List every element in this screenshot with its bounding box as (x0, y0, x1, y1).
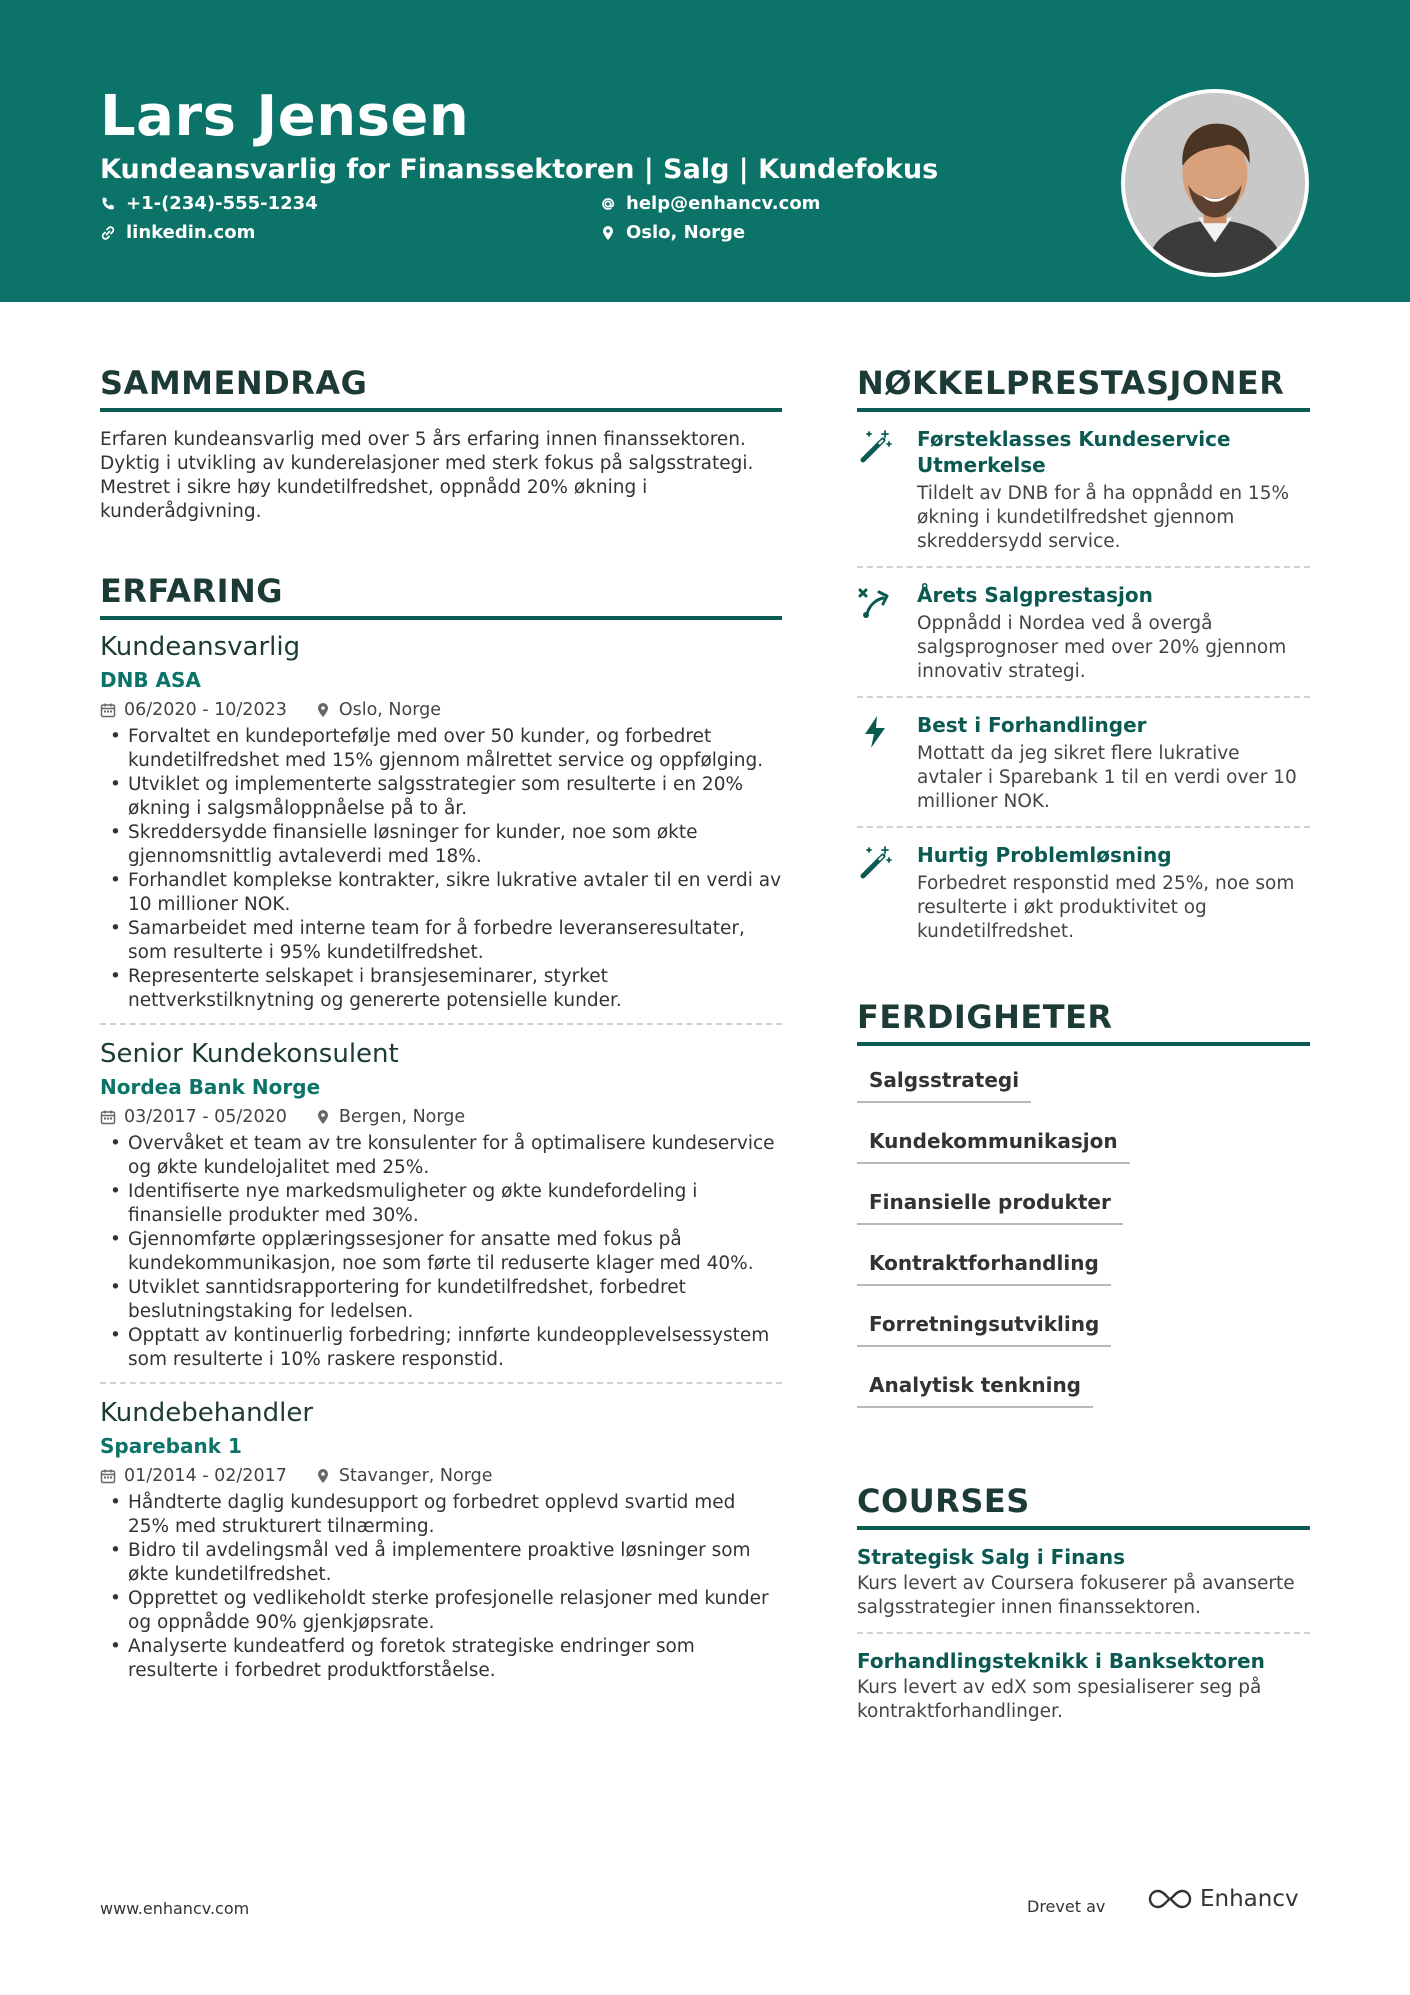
job-bullet: • Overvåket et team av tre konsulenter for å optimalisere kundeservice og økte kundelojalitet med 25%. (100, 1132, 782, 1180)
email-text: help@enhancv.com (626, 193, 821, 214)
course-title: Forhandlingsteknikk i Banksektoren (857, 1649, 1265, 1673)
job-company: DNB ASA (100, 668, 201, 692)
at-icon (600, 196, 616, 212)
magic-wand-icon (857, 844, 893, 880)
summary-section (100, 362, 782, 524)
job-title: Senior Kundekonsulent (100, 1039, 399, 1069)
candidate-headline: Kundeansvarlig for Finanssektoren | Salg | Kundefokus (100, 154, 939, 185)
job-company: Sparebank 1 (100, 1434, 242, 1458)
job-bullet: • Utviklet sanntidsrapportering for kundetilfredshet, forbedret beslutningstaking for ledelsen. (100, 1276, 782, 1324)
job-dates-text: 01/2014 - 02/2017 (124, 1466, 287, 1486)
link-icon (100, 225, 116, 241)
profile-photo (1121, 89, 1309, 277)
skill-tag: Kundekommunikasjon (857, 1121, 1130, 1164)
job-bullet: • Forhandlet komplekse kontrakter, sikre lukrative avtaler til en verdi av 10 millioner NOK. (100, 869, 782, 917)
location-pin-icon (315, 1109, 331, 1125)
job-location-text: Stavanger, Norge (338, 1466, 493, 1486)
location-pin-icon (315, 702, 331, 718)
job-bullet: • Utviklet og implementerte salgsstrategier som resulterte i en 20% økning i salgsmåloppnåelse på to år. (100, 773, 782, 821)
achievement-desc: Mottatt da jeg sikret flere lukrative avtaler i Sparebank 1 til en verdi over 10 millioner NOK. (917, 743, 1297, 812)
calendar-icon (100, 1468, 116, 1484)
calendar-icon (100, 702, 116, 718)
skills-heading: FERDIGHETER (857, 996, 1310, 1046)
achievement-title: Hurtig Problemløsning (917, 843, 1172, 867)
location-pin-icon (315, 1468, 331, 1484)
contact-location (600, 221, 745, 245)
job-bullets (100, 1491, 782, 1683)
skill-tag: Finansielle produkter (857, 1182, 1123, 1225)
job-bullet: • Samarbeidet med interne team for å forbedre leveranseresultater, som resulterte i 95% kundetilfredshet. (100, 917, 782, 965)
candidate-name: Lars Jensen (100, 84, 470, 149)
experience-heading: ERFARING (100, 570, 782, 620)
skills-section (857, 996, 1310, 1426)
job-dates (100, 697, 287, 723)
left-column (100, 362, 782, 1705)
contact-linkedin[interactable] (100, 221, 255, 245)
calendar-icon (100, 1109, 116, 1125)
achievement-desc: Forbedret responstid med 25%, noe som resulterte i økt produktivitet og kundetilfredshet. (917, 873, 1295, 942)
enhancv-logo[interactable] (1146, 1886, 1299, 1912)
job-dates-text: 06/2020 - 10/2023 (124, 700, 287, 720)
phone-icon (100, 196, 116, 212)
job-bullet: • Representerte selskapet i bransjeseminarer, styrket nettverkstilknytning og genererte potensielle kunder. (100, 965, 782, 1013)
infinity-logo-icon (1146, 1886, 1194, 1912)
enhancv-logo-text: Enhancv (1200, 1886, 1299, 1912)
job-title: Kundebehandler (100, 1398, 314, 1428)
avatar-portrait (1125, 93, 1305, 273)
footer-url[interactable]: www.enhancv.com (100, 1899, 250, 1918)
job-meta (100, 697, 782, 723)
job-bullets (100, 725, 782, 1013)
job-bullet: • Analyserte kundeatferd og foretok strategiske endringer som resulterte i forbedret produktforståelse. (100, 1635, 782, 1683)
job-bullets (100, 1132, 782, 1372)
footer-powered-by: Drevet av (1027, 1897, 1106, 1916)
achievement-item (857, 828, 1310, 956)
achievement-title: Best i Forhandlinger (917, 713, 1147, 737)
job-bullet: • Identifiserte nye markedsmuligheter og økte kundefordeling i finansielle produkter med 30%. (100, 1180, 782, 1228)
achievement-desc: Tildelt av DNB for å ha oppnådd en 15% økning i kundetilfredshet gjennom skreddersydd service. (917, 483, 1290, 552)
job-bullet: • Bidro til avdelingsmål ved å implementere proaktive løsninger som økte kundetilfredshet. (100, 1539, 782, 1587)
achievements-section (857, 362, 1310, 956)
magic-wand-icon (857, 428, 893, 464)
job-bullet: • Opprettet og vedlikeholdt sterke profesjonelle relasjoner med kunder og oppnådde 90% gjenkjøpsrate. (100, 1587, 782, 1635)
right-column (857, 362, 1310, 1736)
achievement-title: Årets Salgprestasjon (917, 583, 1153, 607)
summary-text: Erfaren kundeansvarlig med over 5 års erfaring innen finanssektoren. Dyktig i utvikling av kunderelasjoner med sterk fokus på salgsstrategi. Mestret i sikre høy kundetilfredshet, oppnådd 20% økning i kunderådgivning. (100, 429, 754, 522)
job-location (315, 1463, 493, 1489)
location-text: Oslo, Norge (626, 222, 746, 243)
course-item (857, 1530, 1310, 1634)
course-desc: Kurs levert av edX som spesialiserer seg på kontraktforhandlinger. (857, 1677, 1262, 1722)
achievement-desc: Oppnådd i Nordea ved å overgå salgsprognoser med over 20% gjennom innovativ strategi. (917, 613, 1287, 682)
job-bullet: • Skreddersydde finansielle løsninger for kunder, noe som økte gjennomsnittlig avtaleverdi med 18%. (100, 821, 782, 869)
skill-tag: Forretningsutvikling (857, 1304, 1111, 1347)
linkedin-text: linkedin.com (126, 222, 256, 243)
job-location-text: Oslo, Norge (338, 700, 441, 720)
job-location (315, 697, 441, 723)
lightning-icon (857, 714, 893, 750)
achievements-heading: NØKKELPRESTASJONER (857, 362, 1310, 412)
job-company: Nordea Bank Norge (100, 1075, 321, 1099)
phone-text: +1-(234)-555-1234 (126, 193, 318, 214)
job-dates-text: 03/2017 - 05/2020 (124, 1107, 287, 1127)
job-entry (100, 1396, 782, 1693)
skills-list (857, 1060, 1310, 1426)
job-location-text: Bergen, Norge (338, 1107, 466, 1127)
contact-email[interactable] (600, 192, 820, 216)
experience-section (100, 570, 782, 1693)
skill-tag: Analytisk tenkning (857, 1365, 1093, 1408)
achievement-item (857, 568, 1310, 698)
job-bullet: • Gjennomførte opplæringssesjoner for ansatte med fokus på kundekommunikasjon, noe som førte til reduserte klager med 40%. (100, 1228, 782, 1276)
job-bullet: • Håndterte daglig kundesupport og forbedret opplevd svartid med 25% med strukturert tilnærming. (100, 1491, 782, 1539)
job-meta (100, 1463, 782, 1489)
job-bullet: • Opptatt av kontinuerlig forbedring; innførte kundeopplevelsessystem som resulterte i 10% raskere responstid. (100, 1324, 782, 1372)
job-dates (100, 1463, 287, 1489)
skill-tag: Salgsstrategi (857, 1060, 1031, 1103)
achievement-item (857, 412, 1310, 568)
job-dates (100, 1104, 287, 1130)
achievement-item (857, 698, 1310, 828)
courses-heading: COURSES (857, 1480, 1310, 1530)
course-title: Strategisk Salg i Finans (857, 1545, 1126, 1569)
job-entry (100, 630, 782, 1025)
job-entry (100, 1037, 782, 1384)
contact-phone[interactable] (100, 192, 318, 216)
achievement-title: Førsteklasses Kundeservice Utmerkelse (917, 427, 1231, 477)
skill-tag: Kontraktforhandling (857, 1243, 1111, 1286)
job-title: Kundeansvarlig (100, 632, 301, 662)
courses-section (857, 1480, 1310, 1736)
course-desc: Kurs levert av Coursera fokuserer på avanserte salgsstrategier innen finanssektoren. (857, 1573, 1295, 1618)
summary-heading: SAMMENDRAG (100, 362, 782, 412)
job-meta (100, 1104, 782, 1130)
job-location (315, 1104, 465, 1130)
strategy-icon (857, 584, 893, 620)
job-bullet: • Forvaltet en kundeportefølje med over 50 kunder, og forbedret kundetilfredshet med 15% gjennom målrettet service og oppfølging. (100, 725, 782, 773)
resume-header (0, 0, 1410, 302)
course-item (857, 1634, 1310, 1736)
location-pin-icon (600, 225, 616, 241)
